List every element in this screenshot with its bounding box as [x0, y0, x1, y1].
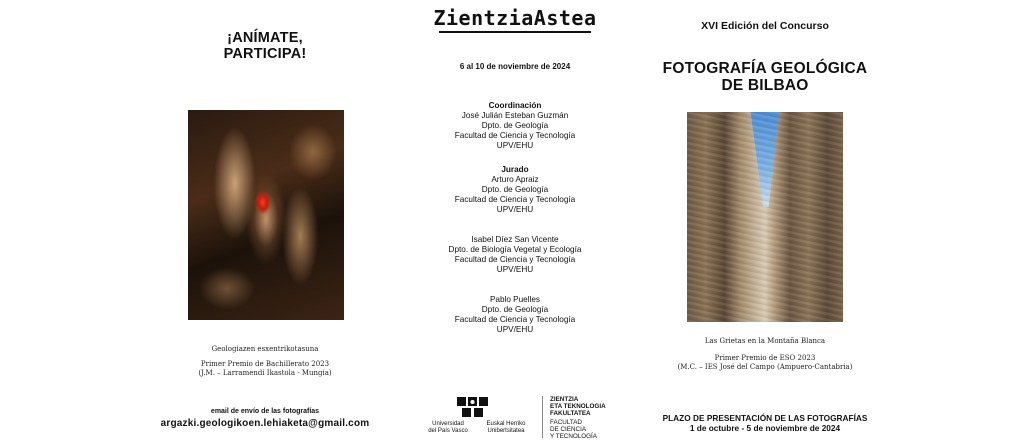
- right-prize-line: Primer Premio de ESO 2023: [714, 354, 816, 362]
- coordinator-univ: UPV/EHU: [496, 141, 534, 150]
- coordination-block: [390, 101, 640, 151]
- coordinator-name: José Julián Esteban Guzmán: [461, 111, 569, 120]
- jury-heading: Jurado: [501, 165, 529, 174]
- faculty-name-spanish: [550, 419, 597, 440]
- jury-member-dept: Dpto. de Biología Vegetal y Ecología: [448, 245, 582, 254]
- email-label: email de envío de las fotografías: [210, 408, 320, 415]
- faculty-name-basque: [550, 396, 606, 417]
- left-author-line: (J.M. – Larramendi Ikastola - Mungia): [198, 369, 332, 377]
- brand-underline: [439, 31, 591, 33]
- right-photo-title: Las Grietas en la Montaña Blanca: [704, 337, 826, 345]
- jury-member-univ: UPV/EHU: [496, 265, 534, 274]
- jury-member-name: Isabel Díez San Vicente: [471, 235, 559, 244]
- slogan: [140, 30, 390, 62]
- university-logos: [418, 396, 618, 440]
- left-prize-line: Primer Premio de Bachillerato 2023: [200, 360, 330, 368]
- jury-member-block: [390, 235, 640, 275]
- faculty-line: Y TECNOLOGÍA: [550, 433, 598, 440]
- jury-member-faculty: Facultad de Ciencia y Tecnología: [454, 315, 576, 324]
- coordination-heading: Coordinación: [488, 101, 542, 110]
- jury-member-dept: Dpto. de Geología: [481, 185, 549, 194]
- left-photo-caption: [140, 345, 390, 378]
- jury-member-name: Pablo Puelles: [489, 295, 541, 304]
- deadline-line-1: PLAZO DE PRESENTACIÓN DE LAS FOTOGRAFÍAS: [662, 413, 868, 423]
- submission-deadline: [640, 413, 890, 433]
- upv-label-line: del País Vasco: [428, 428, 468, 434]
- faculty-line: FAKULTATEA: [550, 410, 591, 417]
- right-panel: [640, 0, 890, 448]
- jury-member-faculty: Facultad de Ciencia y Tecnología: [454, 195, 576, 204]
- contest-title: [640, 60, 890, 94]
- cave-photo: [188, 110, 344, 320]
- coordinator-faculty: Facultad de Ciencia y Tecnología: [454, 131, 576, 140]
- center-panel: [390, 0, 640, 448]
- jury-member-block: [390, 295, 640, 335]
- ehu-label-line: Euskal Herriko: [486, 421, 526, 427]
- jury-block: [390, 165, 640, 215]
- brand-title: ZientziaAstea: [433, 6, 597, 30]
- ehu-label-line: Unibertsitatea: [487, 428, 525, 434]
- faculty-line: ETA TEKNOLOGIA: [550, 403, 606, 410]
- ehu-label: [476, 421, 536, 435]
- left-photo-title: Geologiazen esxentrikotasuna: [211, 345, 319, 353]
- email-address[interactable]: argazki.geologikoen.lehiaketa@gmail.com: [160, 418, 370, 429]
- jury-member-faculty: Facultad de Ciencia y Tecnología: [454, 255, 576, 264]
- canyon-rock-texture: [687, 112, 843, 322]
- logo-divider: [542, 396, 543, 438]
- upv-label: [418, 421, 478, 435]
- event-dates: 6 al 10 de noviembre de 2024: [459, 62, 571, 71]
- faculty-line: DE CIENCIA: [550, 426, 587, 433]
- slogan-line-1: ¡ANÍMATE,: [227, 30, 303, 46]
- contest-title-line-2: DE BILBAO: [721, 77, 809, 94]
- coordinator-dept: Dpto. de Geología: [481, 121, 549, 130]
- jury-member-univ: UPV/EHU: [496, 205, 534, 214]
- jury-member-name: Arturo Apraiz: [491, 175, 539, 184]
- faculty-line: ZIENTZIA: [550, 396, 579, 403]
- jury-member-univ: UPV/EHU: [496, 325, 534, 334]
- right-photo-caption: [640, 337, 890, 372]
- edition-label: XVI Edición del Concurso: [701, 20, 829, 32]
- contest-title-line-1: FOTOGRAFÍA GEOLÓGICA: [662, 60, 868, 77]
- upv-ehu-logo-icon: [456, 396, 490, 418]
- right-author-line: (M.C. – IES José del Campo (Ampuero-Cantabria): [677, 363, 853, 371]
- faculty-line: FACULTAD: [550, 419, 582, 426]
- slogan-line-2: PARTICIPA!: [223, 46, 307, 62]
- jury-member-dept: Dpto. de Geología: [481, 305, 549, 314]
- deadline-line-2: 1 de octubre - 5 de noviembre de 2024: [689, 423, 841, 433]
- canyon-photo: [687, 112, 843, 322]
- left-panel: [140, 0, 390, 448]
- upv-label-line: Universidad: [432, 421, 464, 427]
